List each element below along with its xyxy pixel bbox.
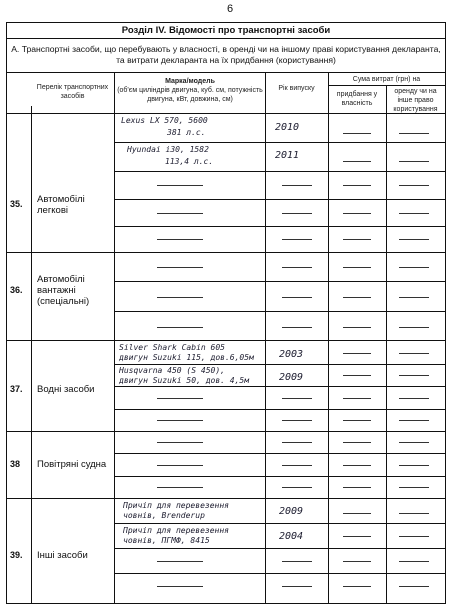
purchase-dash (343, 465, 371, 466)
brand-dash (157, 213, 203, 214)
brand-dash (157, 442, 203, 443)
year-dash (282, 442, 312, 443)
year-dash (282, 465, 312, 466)
year-dash (282, 561, 312, 562)
purchase-dash (343, 267, 371, 268)
rent-dash (399, 465, 429, 466)
rent-dash (399, 133, 429, 134)
row-label: Водні засоби (37, 384, 95, 395)
sub-row-line (114, 311, 445, 312)
boat2-engine: двигун Suzuki 50, дов. 4,5м (119, 376, 250, 385)
declaration-form (6, 22, 446, 604)
sub-row-line (114, 199, 445, 200)
rent-dash (399, 213, 429, 214)
rent-dash (399, 161, 429, 162)
year-dash (282, 185, 312, 186)
header-list-label: Перелік транспортних засобів (36, 84, 109, 100)
brand-dash (157, 465, 203, 466)
car1-model: Lexus LX 570, 5600 (121, 116, 208, 125)
purchase-dash (343, 442, 371, 443)
header-purchase: придбання у власність (336, 91, 378, 107)
purchase-dash (343, 327, 371, 328)
year-dash (282, 327, 312, 328)
sub-row-line (114, 226, 445, 227)
rent-dash (399, 327, 429, 328)
purchase-dash (343, 185, 371, 186)
purchase-dash (343, 586, 371, 587)
purchase-dash (343, 213, 371, 214)
col-line (31, 106, 32, 603)
other2-model: Причіп для перевезення (123, 526, 229, 535)
col-line (386, 85, 387, 603)
sub-row-line (114, 142, 445, 143)
row-number: 35. (10, 199, 23, 209)
boat2-model: Husqvarna 450 (S 450), (119, 366, 225, 375)
purchase-dash (343, 161, 371, 162)
rent-dash (399, 375, 429, 376)
brand-dash (157, 586, 203, 587)
brand-dash (157, 239, 203, 240)
year-dash (282, 586, 312, 587)
row-line (7, 113, 445, 114)
rent-dash (399, 420, 429, 421)
purchase-dash (343, 536, 371, 537)
boat1-engine: двигун Suzuki 115, дов.6,05м (119, 353, 254, 362)
rent-dash (399, 536, 429, 537)
brand-dash (157, 327, 203, 328)
expense-sub-line (328, 85, 445, 86)
purchase-dash (343, 353, 371, 354)
year-dash (282, 487, 312, 488)
purchase-dash (343, 239, 371, 240)
boat1-model: Silver Shark Cabin 605 (119, 343, 225, 352)
rent-dash (399, 353, 429, 354)
year-dash (282, 398, 312, 399)
year-dash (282, 267, 312, 268)
rent-dash (399, 487, 429, 488)
row-number: 36. (10, 285, 23, 295)
sub-row-line (114, 281, 445, 282)
header-brand-note: (об'єм циліндрів двигуна, куб. см, потужність двигуна, кВт, довжина, см) (117, 87, 263, 103)
purchase-dash (343, 398, 371, 399)
row-number: 39. (10, 550, 23, 560)
boat1-year: 2003 (279, 349, 304, 360)
brand-dash (157, 185, 203, 186)
other2-model-line2: човнів, ПГМФ, 8415 (123, 536, 210, 545)
sub-row-line (114, 573, 445, 574)
header-year: Рік випуску (278, 85, 315, 92)
year-dash (282, 297, 312, 298)
year-dash (282, 239, 312, 240)
sub-row-line (114, 453, 445, 454)
vehicles-table (7, 73, 445, 603)
row-number: 37. (10, 384, 23, 394)
year-dash (282, 213, 312, 214)
brand-dash (157, 267, 203, 268)
header-brand: Марка/модель (165, 78, 215, 85)
purchase-dash (343, 487, 371, 488)
sub-row-line (114, 476, 445, 477)
row-line (7, 252, 445, 253)
row-line (7, 498, 445, 499)
brand-dash (157, 297, 203, 298)
page-number: 6 (226, 3, 234, 15)
header-expenses: Сума витрат (грн) на (352, 76, 421, 83)
sub-row-line (114, 523, 445, 524)
boat2-year: 2009 (279, 372, 304, 383)
year-dash (282, 420, 312, 421)
row-label: Повітряні судна (37, 459, 107, 470)
section-title: Розділ IV. Відомості про транспортні засоби (7, 23, 445, 39)
other2-year: 2004 (279, 531, 304, 542)
row-line (7, 431, 445, 432)
purchase-dash (343, 375, 371, 376)
row-label: Автомобілі вантажні (спеціальні) (37, 274, 90, 307)
purchase-dash (343, 133, 371, 134)
purchase-dash (343, 420, 371, 421)
rent-dash (399, 297, 429, 298)
rent-dash (399, 267, 429, 268)
purchase-dash (343, 513, 371, 514)
brand-dash (157, 398, 203, 399)
car2-model: Hyundai i30, 1582 (127, 145, 209, 154)
brand-dash (157, 487, 203, 488)
other1-model-line2: човнів, Brenderup (123, 511, 205, 520)
row-line (7, 340, 445, 341)
car2-year: 2011 (275, 150, 300, 161)
row-label: Інші засоби (37, 550, 88, 561)
car1-power: 381 л.с. (167, 128, 206, 137)
sub-row-line (114, 548, 445, 549)
rent-dash (399, 185, 429, 186)
sub-row-line (114, 364, 445, 365)
row-label: Автомобілі легкові (37, 194, 85, 216)
sub-row-line (114, 171, 445, 172)
purchase-dash (343, 561, 371, 562)
other1-model: Причіп для перевезення (123, 501, 229, 510)
rent-dash (399, 442, 429, 443)
rent-dash (399, 513, 429, 514)
rent-dash (399, 586, 429, 587)
brand-dash (157, 420, 203, 421)
subsection-title: А. Транспортні засоби, що перебувають у власності, в оренді чи на іншому праві користування декларанта, та витрати декларанта на їх придбання (користування) (7, 38, 445, 73)
sub-row-line (114, 386, 445, 387)
other1-year: 2009 (279, 506, 304, 517)
row-number: 38 (10, 459, 21, 469)
car2-power: 113,4 л.с. (165, 157, 214, 166)
brand-dash (157, 561, 203, 562)
header-rent: оренду чи на інше право користування (393, 88, 438, 113)
car1-year: 2010 (275, 122, 300, 133)
sub-row-line (114, 409, 445, 410)
rent-dash (399, 239, 429, 240)
rent-dash (399, 398, 429, 399)
purchase-dash (343, 297, 371, 298)
rent-dash (399, 561, 429, 562)
